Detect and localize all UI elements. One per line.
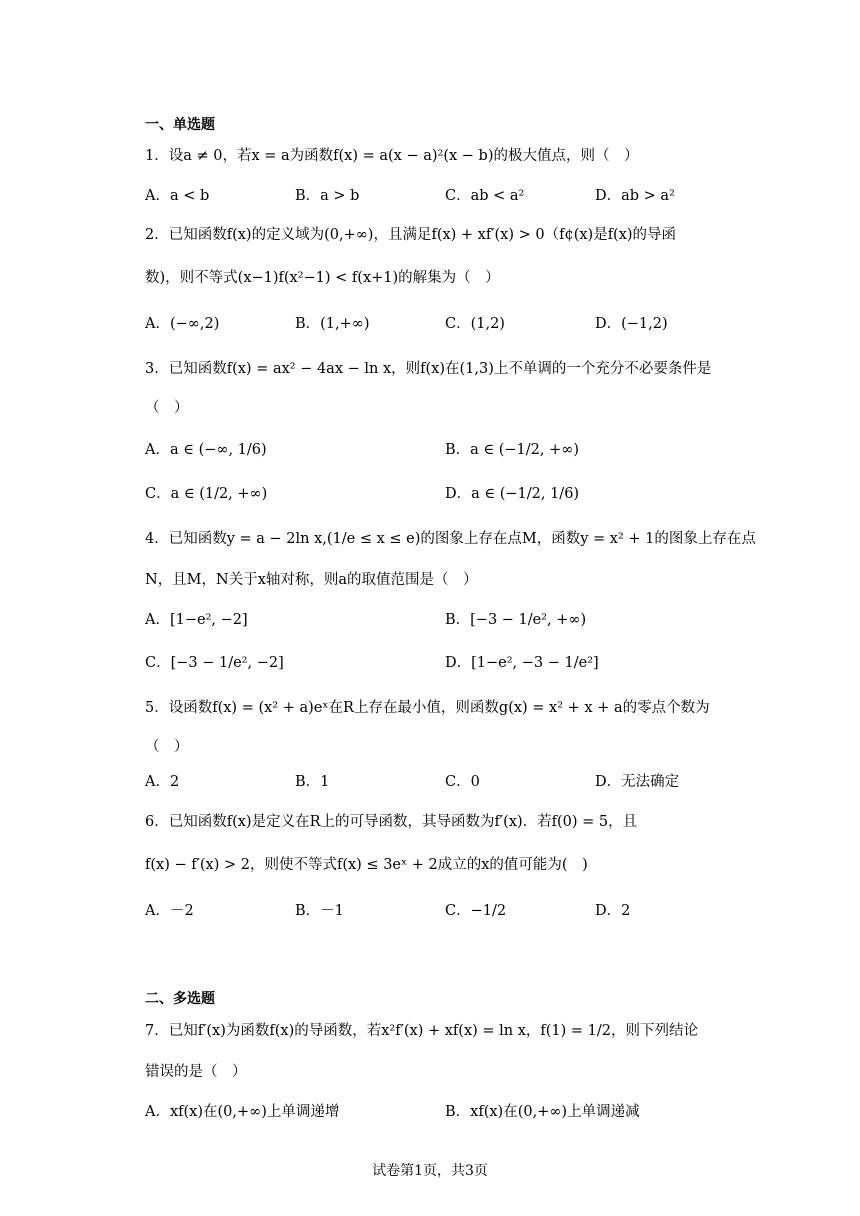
q5-option-d: D．无法确定 <box>595 774 680 790</box>
q3-option-d: D．a ∈ (−1/2, 1/6) <box>445 486 580 502</box>
section-title-single-choice: 一、单选题 <box>145 117 215 133</box>
question-4-stem: 4．已知函数y = a − 2ln x,(1/e ≤ x ≤ e)的图象上存在点M，函数y = x² + 1的图象上存在点 <box>145 531 756 547</box>
q4-option-d: D．[1−e², −3 − 1/e²] <box>445 655 599 671</box>
q1-option-b: B．a > b <box>295 188 360 204</box>
q3-option-a: A．a ∈ (−∞, 1/6) <box>145 442 267 458</box>
q2-option-b: B．(1,+∞) <box>295 316 370 332</box>
q5-option-b: B．1 <box>295 774 330 790</box>
question-6-stem-cont: f(x) − f′(x) > 2，则使不等式f(x) ≤ 3eˣ + 2成立的x的值可能为( ) <box>145 857 588 873</box>
question-3-stem-cont: （ ） <box>145 400 189 416</box>
q1-option-a: A．a < b <box>145 188 210 204</box>
section-title-multiple-choice: 二、多选题 <box>145 991 215 1007</box>
question-7-stem-cont: 错误的是（ ） <box>145 1064 247 1080</box>
q6-option-d: D．2 <box>595 903 631 919</box>
question-6-stem: 6．已知函数f(x)是定义在R上的可导函数，其导函数为f′(x)．若f(0) = 5，且 <box>145 814 638 830</box>
q3-option-c: C．a ∈ (1/2, +∞) <box>145 486 268 502</box>
q4-option-b: B．[−3 − 1/e², +∞) <box>445 612 587 628</box>
page-footer: 试卷第1页，共3页 <box>372 1163 488 1179</box>
question-2-stem-cont: 数)，则不等式(x−1)f(x²−1) < f(x+1)的解集为（ ） <box>145 270 500 286</box>
q7-option-a: A．xf(x)在(0,+∞)上单调递增 <box>145 1104 340 1120</box>
q3-option-b: B．a ∈ (−1/2, +∞) <box>445 442 579 458</box>
q4-option-a: A．[1−e², −2] <box>145 612 248 628</box>
q1-option-d: D．ab > a² <box>595 188 675 204</box>
q6-option-c: C．−1/2 <box>445 903 507 919</box>
q7-option-b: B．xf(x)在(0,+∞)上单调递减 <box>445 1104 640 1120</box>
question-5-stem-cont: （ ） <box>145 739 189 755</box>
question-1-stem: 1．设a ≠ 0，若x = a为函数f(x) = a(x − a)²(x − b)的极大值点，则（ ） <box>145 148 639 164</box>
q5-option-a: A．2 <box>145 774 180 790</box>
question-7-stem: 7．已知f′(x)为函数f(x)的导函数，若x²f′(x) + xf(x) = ln x，f(1) = 1/2，则下列结论 <box>145 1023 699 1039</box>
question-3-stem: 3．已知函数f(x) = ax² − 4ax − ln x，则f(x)在(1,3)上不单调的一个充分不必要条件是 <box>145 361 712 377</box>
q1-option-c: C．ab < a² <box>445 188 525 204</box>
q6-option-b: B．－1 <box>295 903 344 919</box>
q2-option-a: A．(−∞,2) <box>145 316 220 332</box>
question-4-stem-cont: N，且M，N关于x轴对称，则a的取值范围是（ ） <box>145 572 478 588</box>
question-5-stem: 5．设函数f(x) = (x² + a)eˣ在R上存在最小值，则函数g(x) = x² + x + a的零点个数为 <box>145 700 710 716</box>
question-2-stem: 2．已知函数f(x)的定义域为(0,+∞)，且满足f(x) + xf′(x) > 0（f¢(x)是f(x)的导函 <box>145 227 677 243</box>
q6-option-a: A．－2 <box>145 903 194 919</box>
q2-option-c: C．(1,2) <box>445 316 505 332</box>
q4-option-c: C．[−3 − 1/e², −2] <box>145 655 284 671</box>
q5-option-c: C．0 <box>445 774 480 790</box>
q2-option-d: D．(−1,2) <box>595 316 668 332</box>
